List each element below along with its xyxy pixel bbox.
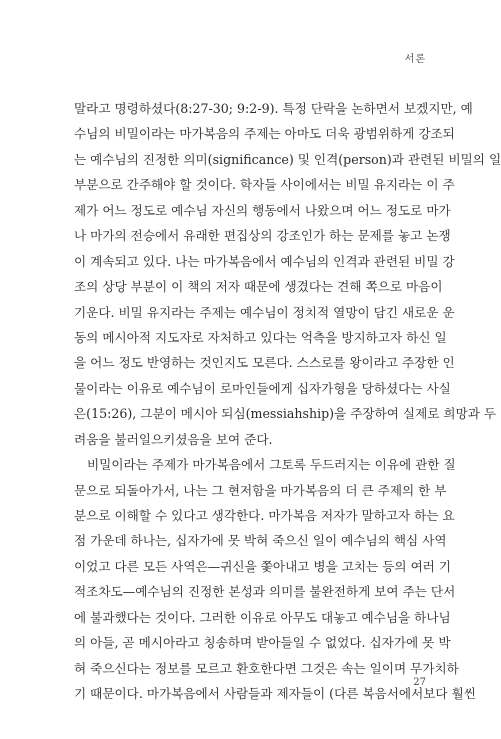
text-line: 점 가운데 하나는, 십자가에 못 박혀 죽으신 일이 예수님의 핵심 사역 [74,533,447,549]
text-line: 나 마가의 전승에서 유래한 편집상의 강조인가 하는 문제를 놓고 논쟁 [74,228,451,244]
paragraph-start-line: 비밀이라는 주제가 마가복음에서 그토록 두드러지는 이유에 관한 질 [87,457,456,473]
text-line: 은(15:26), 그분이 메시아 되심(messiahship)을 주장하여 실제로 희망과 두 [74,406,497,422]
running-header: 서론 [404,54,426,65]
text-line: 분으로 이해할 수 있다고 생각한다. 마가복음 저자가 말하고자 하는 요 [74,508,455,523]
text-line: 물이라는 이유로 예수님이 로마인들에게 십자가형을 당하셨다는 사실 [74,380,451,396]
text-line: 문으로 되돌아가서, 나는 그 현저함을 마가복음의 더 큰 주제의 한 부 [74,482,447,498]
text-line: 말라고 명령하셨다(8:27-30; 9:2-9). 특정 단락을 논하면서 보겠지만, 예 [74,101,473,116]
text-line: 동의 메시아적 지도자로 자처하고 있다는 억측을 방지하고자 하신 일 [74,329,447,345]
text-line: 부분으로 간주해야 할 것이다. 학자들 사이에서는 비밀 유지라는 이 주 [74,177,455,193]
text-line: 이 계속되고 있다. 나는 마가복음에서 예수님의 인격과 관련된 비밀 강 [74,253,455,269]
text-line: 을 어느 정도 반영하는 것인지도 모른다. 스스로를 왕이라고 주장한 인 [74,355,455,371]
text-line: 의 아들, 곧 메시아라고 칭송하며 받아들일 수 없었다. 십자가에 못 박 [74,635,451,651]
text-line: 기 때문이다. 마가복음에서 사람들과 제자들이 (다른 복음서에서보다 훨씬 [74,686,476,702]
text-line: 이었고 다른 모든 사역은—귀신을 쫓아내고 병을 고치는 등의 여러 기 [74,558,452,574]
text-line: 조의 상당 부분이 이 책의 저자 때문에 생겼다는 견해 쪽으로 마음이 [74,279,443,295]
text-line: 제가 어느 정도로 예수님 자신의 행동에서 나왔으며 어느 정도로 마가 [74,202,451,218]
page-number: 27 [413,677,426,688]
text-line: 기운다. 비밀 유지라는 주제는 예수님이 정치적 열망이 담긴 새로운 운 [74,304,455,320]
paragraph-end-line: 려움을 불러일으키셨음을 보여 준다. [74,431,273,447]
text-line: 수님의 비밀이라는 마가복음의 주제는 아마도 더욱 광범위하게 강조되 [74,126,455,142]
text-line: 적조차도—예수님의 진정한 본성과 의미를 불완전하게 보여 주는 단서 [74,584,456,600]
text-line: 는 예수님의 진정한 의미(significance) 및 인격(person)과 관련된 비밀의 일 [74,151,501,167]
text-line: 혀 죽으신다는 정보를 모르고 환호한다면 그것은 속는 일이며 무가치하 [74,660,459,676]
body-text [74,96,501,707]
text-line: 에 불과했다는 것이다. 그러한 이유로 아무도 대놓고 예수님을 하나님 [74,609,451,625]
